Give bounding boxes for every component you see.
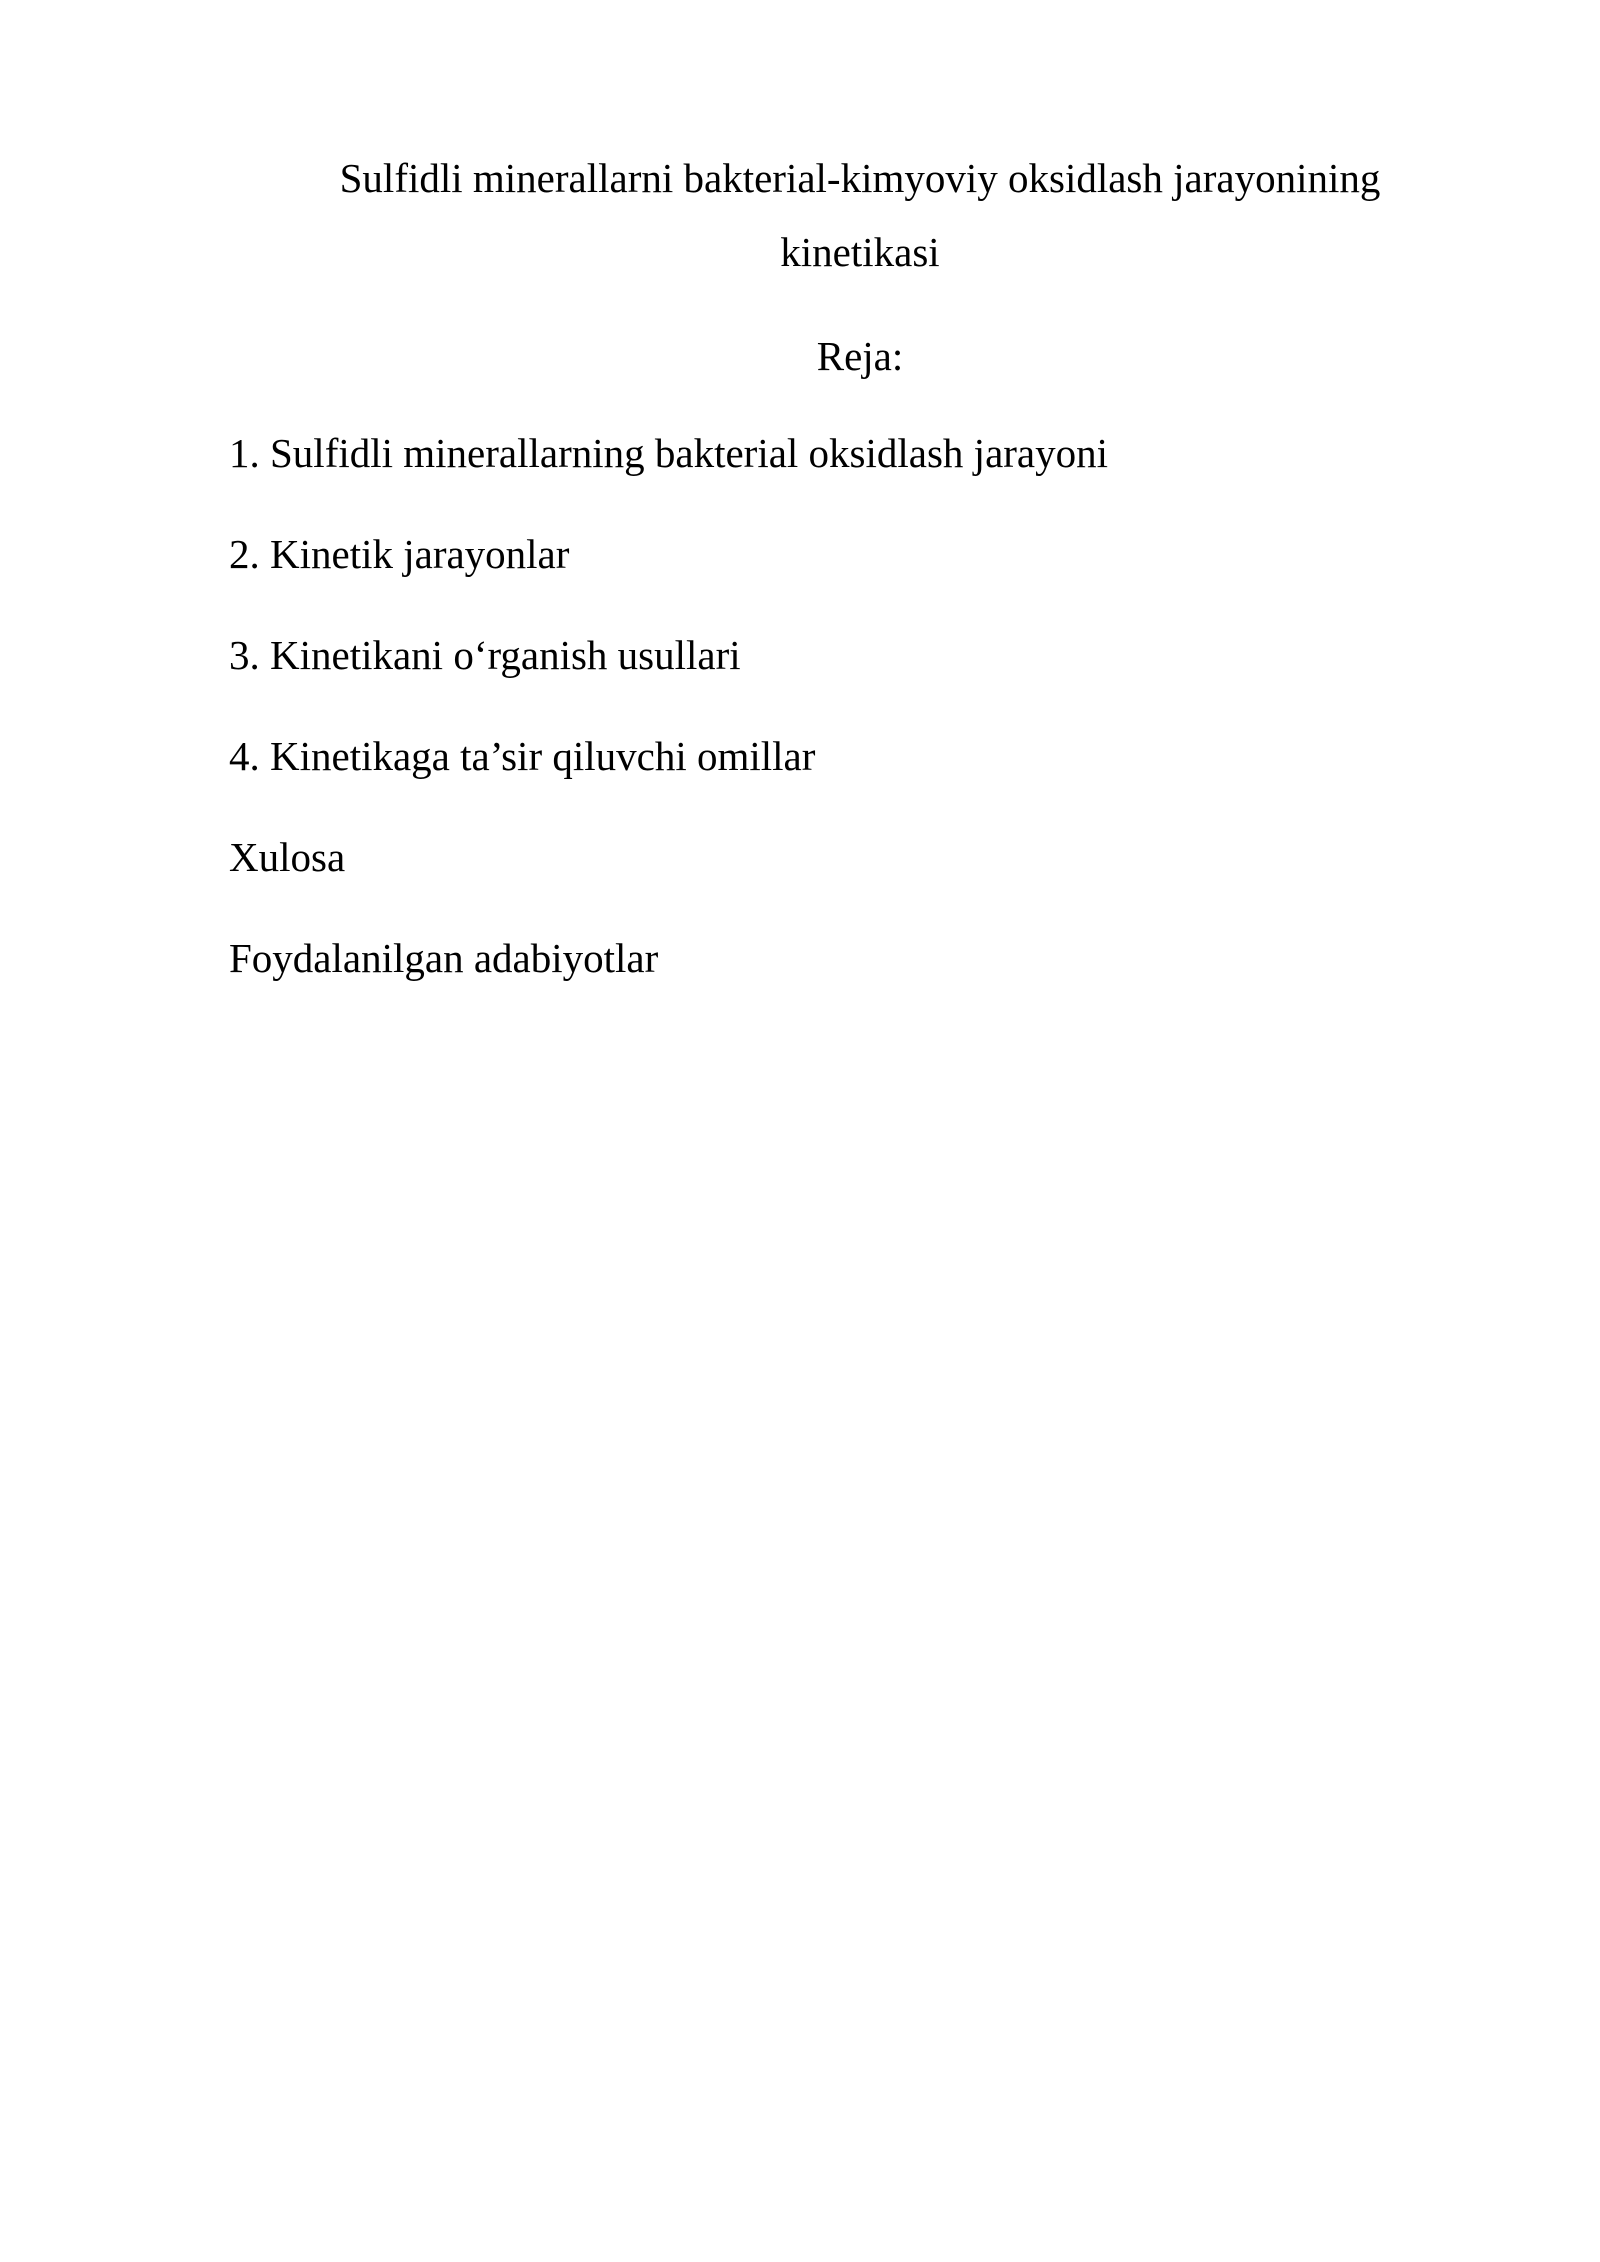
plan-item-references: Foydalanilgan adabiyotlar (229, 935, 659, 981)
plan-item: 2. Kinetik jarayonlar (229, 531, 570, 577)
plan-item-conclusion: Xulosa (229, 834, 346, 880)
document-title (230, 141, 1490, 289)
plan-item: 1. Sulfidli minerallarning bakterial oksidlash jarayoni (229, 430, 1109, 476)
plan-item: 3. Kinetikani o‘rganish usullari (229, 632, 741, 678)
document-title-line-2: kinetikasi (780, 229, 940, 275)
plan-list (229, 423, 1108, 1029)
plan-heading: Reja: (816, 333, 904, 379)
plan-item: 4. Kinetikaga ta’sir qiluvchi omillar (229, 733, 816, 779)
document-title-line-1: Sulfidli minerallarni bakterial-kimyoviy oksidlash jarayonining (339, 155, 1381, 201)
